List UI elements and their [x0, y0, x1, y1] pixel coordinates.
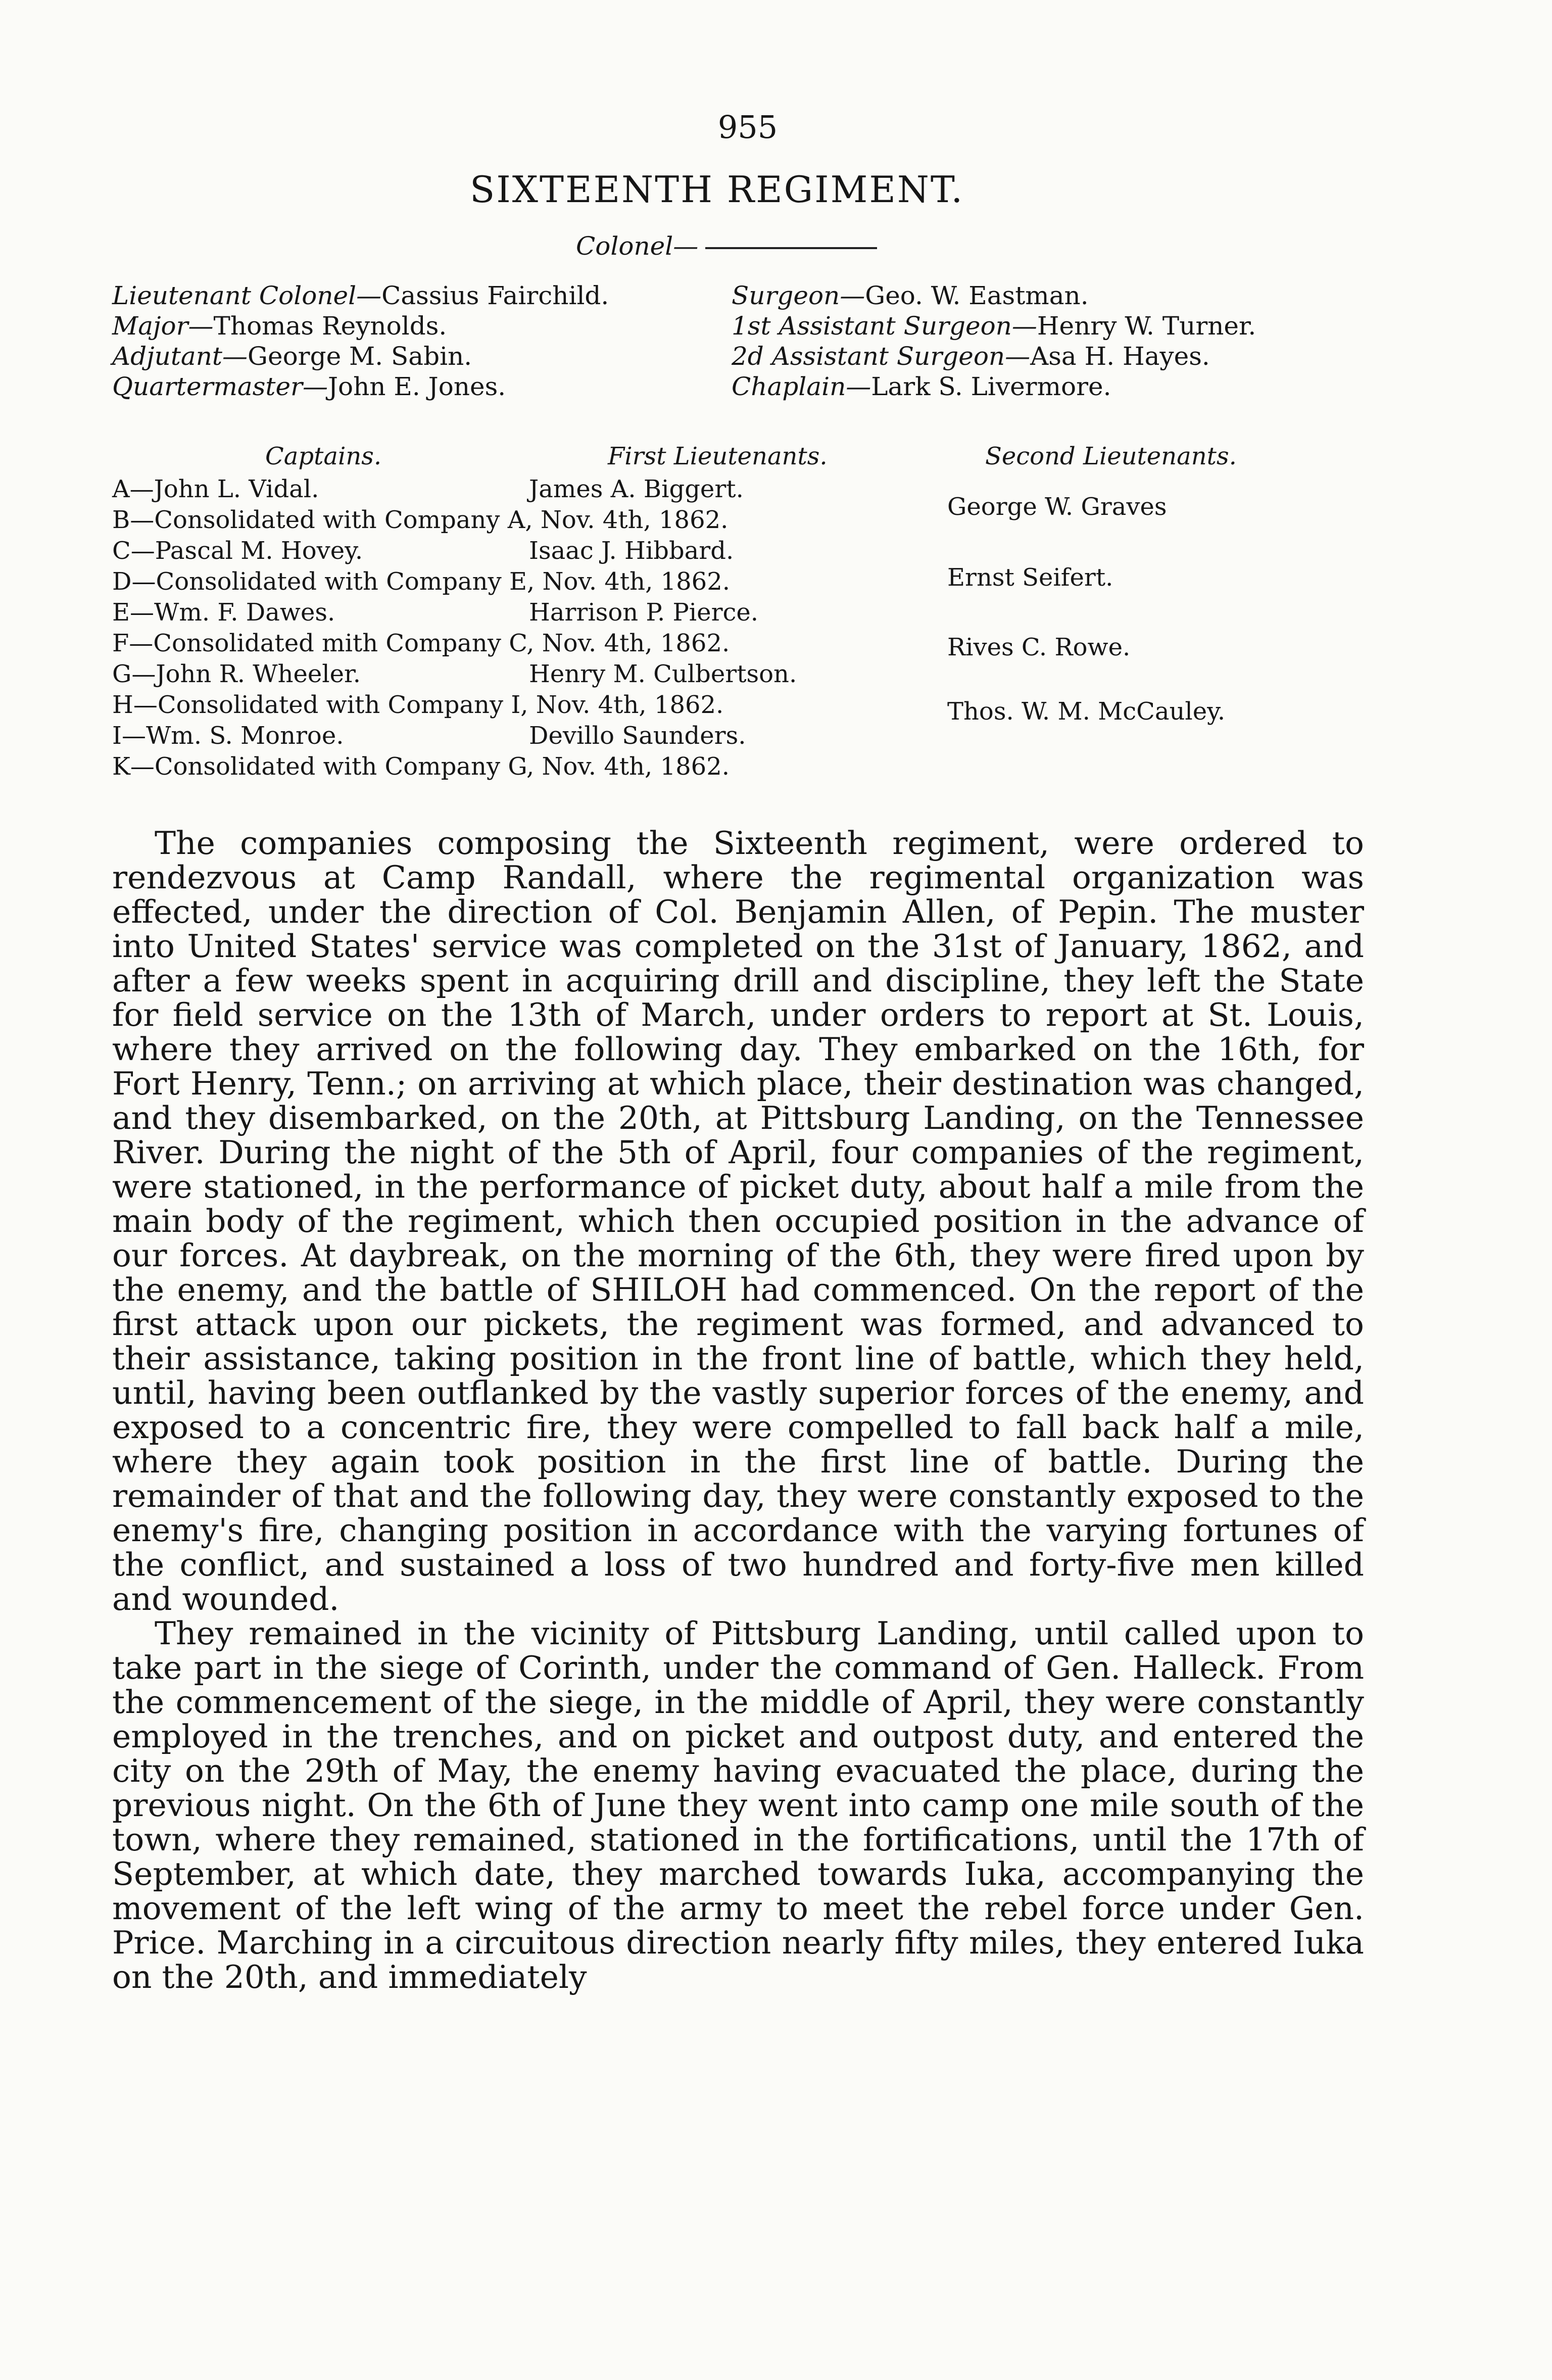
staff-list-right: [732, 280, 1256, 402]
staff-role: Quartermaster—: [112, 372, 328, 401]
page-number: 955: [717, 109, 778, 146]
staff-entry: [112, 341, 609, 371]
staff-entry: [112, 280, 609, 311]
first-lieutenant-cell: Devillo Saunders.: [529, 722, 746, 750]
staff-name: George M. Sabin.: [248, 342, 472, 371]
captain-cell: E—Wm. F. Dawes.: [112, 598, 335, 627]
company-row: [112, 628, 920, 659]
staff-entry: [732, 280, 1256, 311]
staff-entry: [732, 341, 1256, 371]
company-roster: [112, 474, 920, 782]
captain-cell: G—John R. Wheeler.: [112, 660, 361, 688]
company-row: [112, 566, 920, 597]
staff-role: 2d Assistant Surgeon—: [732, 342, 1031, 371]
first-lieutenant-cell: Harrison P. Pierce.: [529, 598, 759, 627]
captain-cell: A—John L. Vidal.: [112, 475, 319, 503]
company-row: [112, 536, 920, 566]
captain-cell: F—Consolidated mith Company C, Nov. 4th, 1862.: [112, 629, 730, 657]
first-lieutenant-cell: Isaac J. Hibbard.: [529, 537, 734, 565]
company-row: [112, 690, 920, 721]
staff-name: Lark S. Livermore.: [871, 372, 1111, 401]
staff-role: Lieutenant Colonel—: [112, 281, 382, 310]
colonel-line: [576, 231, 877, 261]
colonel-label: Colonel—: [576, 231, 699, 261]
company-row: [112, 505, 920, 536]
second-lieutenants-header: Second Lieutenants.: [985, 442, 1237, 470]
staff-name: Geo. W. Eastman.: [865, 281, 1089, 310]
captain-cell: B—Consolidated with Company A, Nov. 4th, 1862.: [112, 506, 729, 534]
staff-entry: [732, 311, 1256, 341]
company-row: [112, 597, 920, 628]
staff-entry: [732, 371, 1256, 402]
second-lieutenant-name: George W. Graves: [947, 493, 1167, 521]
staff-name: Thomas Reynolds.: [213, 311, 447, 341]
first-lieutenant-cell: Henry M. Culbertson.: [529, 660, 797, 688]
captain-cell: K—Consolidated with Company G, Nov. 4th, 1862.: [112, 752, 730, 781]
staff-role: Chaplain—: [732, 372, 871, 401]
company-row: [112, 751, 920, 782]
staff-role: Major—: [112, 311, 214, 341]
second-lieutenant-name: Thos. W. M. McCauley.: [947, 697, 1226, 726]
paragraph: The companies composing the Sixteenth regiment, were ordered to rendezvous at Camp Randall, where the regimental organization was effected, under the direction of Col. Benjamin Allen, of Pepin. The muster into United States' service was completed on the 31st of January, 1862, and after a few weeks spent in acquiring drill and discipline, they left the State for field service on the 13th of March, under orders to report at St. Louis, where they arrived on the following day. They embarked on the 16th, for Fort Henry, Tenn.; on arriving at which place, their destination was changed, and they disembarked, on the 20th, at Pittsburg Landing, on the Tennessee River. During the night of the 5th of April, four companies of the regiment, were stationed, in the performance of picket duty, about half a mile from the main body of the regiment, which then occupied position in the advance of our forces. At daybreak, on the morning of the 6th, they were fired upon by the enemy, and the battle of SHILOH had commenced. On the report of the first attack upon our pickets, the regiment was formed, and advanced to their assistance, taking position in the front line of battle, which they held, until, having been outflanked by the vastly superior forces of the enemy, and exposed to a concentric fire, they were compelled to fall back half a mile, where they again took position in the first line of battle. During the remainder of that and the following day, they were constantly exposed to the enemy's fire, changing position in accordance with the varying fortunes of the conflict, and sustained a loss of two hundred and forty-five men killed and wounded.: [112, 825, 1364, 1617]
staff-entry: [112, 371, 609, 402]
captains-header: Captains.: [265, 442, 382, 470]
regiment-history-text: [112, 826, 1364, 1994]
first-lieutenants-header: First Lieutenants.: [608, 442, 828, 470]
page-title: SIXTEENTH REGIMENT.: [470, 168, 964, 211]
staff-list-left: [112, 280, 609, 402]
second-lieutenant-name: Rives C. Rowe.: [947, 633, 1131, 661]
company-row: [112, 474, 920, 505]
staff-role: Surgeon—: [732, 281, 865, 310]
first-lieutenant-cell: James A. Biggert.: [529, 475, 744, 503]
blank-rule: [705, 247, 877, 249]
company-row: [112, 659, 920, 690]
staff-name: Cassius Fairchild.: [381, 281, 609, 310]
captain-cell: C—Pascal M. Hovey.: [112, 537, 363, 565]
captain-cell: I—Wm. S. Monroe.: [112, 722, 344, 750]
staff-name: Henry W. Turner.: [1037, 311, 1256, 341]
captain-cell: D—Consolidated with Company E, Nov. 4th, 1862.: [112, 567, 731, 596]
staff-role: 1st Assistant Surgeon—: [732, 311, 1037, 341]
captain-cell: H—Consolidated with Company I, Nov. 4th, 1862.: [112, 691, 724, 719]
staff-name: John E. Jones.: [327, 372, 506, 401]
staff-name: Asa H. Hayes.: [1030, 342, 1210, 371]
staff-role: Adjutant—: [112, 342, 248, 371]
staff-entry: [112, 311, 609, 341]
company-row: [112, 721, 920, 751]
paragraph: They remained in the vicinity of Pittsburg Landing, until called upon to take part in the siege of Corinth, under the command of Gen. Halleck. From the commencement of the siege, in the middle of April, they were constantly employed in the trenches, and on picket and outpost duty, and entered the city on the 29th of May, the enemy having evacuated the place, during the previous night. On the 6th of June they went into camp one mile south of the town, where they remained, stationed in the fortifications, until the 17th of September, at which date, they marched towards Iuka, accompanying the movement of the left wing of the army to meet the rebel force under Gen. Price. Marching in a circuitous direction nearly fifty miles, they entered Iuka on the 20th, and immediately: [112, 1615, 1364, 1995]
second-lieutenant-name: Ernst Seifert.: [947, 563, 1113, 592]
